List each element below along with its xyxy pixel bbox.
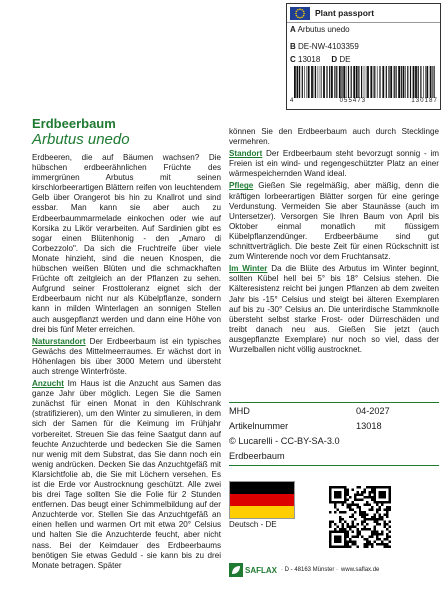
- pflege-heading: Pflege: [229, 181, 254, 191]
- winter-paragraph: [229, 264, 439, 355]
- barcode-digits: [290, 98, 438, 104]
- passport-row-cd: [287, 53, 440, 66]
- pflege-text: Gießen Sie regelmäßig, aber mäßig, denn die kräftigen lorbeerartigen Blätter sorgen für eine geringe Verdunstung. Vermeiden Sie aber Staunässe (auch im Untersetzer). Versorgen Sie Ihren Baum von April bis Oktober einmal monatlich mit flüssigem Kübelpflanzendünger. Erdbeerbäume sind gut schnittverträglich. Die beste Zeit für einen Rückschnitt ist zum Winterende noch vor dem Fruchtansatz.: [229, 181, 439, 262]
- naturstandort-text: Der Erdbeerbaum ist ein typisches Gewächs des Mittelmeerraumes. Er wächst dort in Höhenlagen bis über 3000 Metern und übersteht auch strenge Winterfröste.: [32, 336, 221, 376]
- footer: [229, 560, 441, 580]
- barcode-digit-left: 055473: [339, 98, 367, 104]
- germany-flag-icon: [229, 481, 295, 519]
- anzucht-heading: Anzucht: [32, 379, 64, 389]
- naturstandort-paragraph: [32, 337, 221, 377]
- qr-code: [329, 486, 391, 548]
- mhd-label: MHD: [229, 406, 250, 416]
- anzucht-text: Im Haus ist die Anzucht aus Samen das ganze Jahr über möglich. Legen Sie die Samen zunächst für einen Monat in den Kühlschrank (stratifizieren), um den Winter zu simulieren, in dem sich der Samen für die Keimung im Frühjahr vorbereitet. Streuen Sie das feine Saatgut dann auf feuchte Anzuchterde und bedecken Sie die Samen nur wenig mit dem Substrat, das Sie dann noch ein wenig andrücken. Decken Sie das Anzuchtgefäß mit Klarsichtfolie ab, die Sie mit Löchern versehen. Es ist die Erde vor Austrocknung geschützt. Alle zwei bis drei Tage sollten Sie die Folie für 2 Stunden entfernen. Das beugt einer Schimmelbildung auf der Anzuchterde vor. Stellen Sie das Anzuchtgefäß an einen hellen und warmen Ort mit etwa 20° Celsius und halten Sie die Anzuchterde feucht, aber nicht nass. Bei der Keimdauer des Erdbeerbaums benötigen Sie etwas Geduld - sie kann bis zu drei Monate betragen. Später: [32, 379, 221, 570]
- brand-name: SAFLAX: [245, 565, 277, 575]
- barcode-digit-right: 130187: [411, 98, 438, 104]
- article-label: Artikelnummer: [229, 421, 289, 431]
- passport-letter-d: D: [331, 55, 338, 64]
- text-column-left: [32, 153, 221, 573]
- standort-text: Der Erdbeerbaum steht bevorzugt sonnig - im Freien ist ein wind- und regengeschützter Platz an einer wärmespeichernden Wand ideal.: [229, 149, 439, 179]
- mhd-value: 04-2027: [356, 406, 390, 416]
- winter-text: Da die Blüte des Arbutus im Winter beginnt, sollten Kübel hell bei 5° bis 18° Celsius stehen. Die Kälteresistenz reicht bei jungen Pflanzen ab dem zweiten Jahr bis -15° Celsius und steigt bei älteren Exemplaren auf bis zu -30° Celsius an. Die unterirdische Stammknolle übersteht selbst starke Frost- oder Dürreschäden und treibt danach neu aus. Gießen Sie jetzt (auch ausgepflanzte Exemplare) nur noch so viel, dass der Wurzelballen nicht völlig austrocknet.: [229, 264, 439, 354]
- product-name: Erdbeerbaum: [229, 451, 285, 461]
- passport-traceability: 13018: [298, 55, 321, 64]
- language-label: Deutsch - DE: [229, 520, 277, 529]
- text-column-right: [229, 127, 439, 357]
- saflax-leaf-icon: [229, 563, 243, 577]
- winter-heading: Im Winter: [229, 264, 268, 274]
- passport-letter-a: A: [290, 25, 296, 34]
- anzucht-paragraph: [32, 379, 221, 571]
- standort-heading: Standort: [229, 149, 263, 159]
- continuation-paragraph: können Sie den Erdbeerbaum auch durch Stecklinge vermehren.: [229, 127, 439, 147]
- saflax-logo: [229, 563, 277, 577]
- naturstandort-heading: Naturstandort: [32, 336, 86, 346]
- passport-botanical-name: Arbutus unedo: [297, 25, 350, 34]
- article-value: 13018: [356, 421, 382, 431]
- standort-paragraph: [229, 149, 439, 179]
- intro-paragraph: Erdbeeren, die auf Bäumen wachsen? Die hübschen erdbeerähnlichen Früchte des immergrünen Arbutus mit seinen kirschlorbeerartigen Blättern reifen von leuchtendem Gelb über Orangerot bis hin zu Knallrot und sind essbar. Man kann sie aber auch zu Erdbeerbaummarmelade einkochen oder wie auf Korsika zu Likör verarbeiten. Auf Sardinien gibt es sogar einen Blütenhonig - den „Amaro di Corbezzolo". Da sich die Fruchtreife über viele Monate hinzieht, sind die neuen Knospen, die hübschen weißen Blüten und die schmackhaften Früchte oft zeitgleich an der Pflanzen zu sehen. Aufgrund seiner Frosttoleranz eignet sich der Erdbeerbaum nicht nur als Kübelpflanze, sondern kann in milden Winterlagen an sonnigen Stellen auch ausgepflanzt werden und dann eine Höhe von drei bis fünf Meter erreichen.: [32, 153, 221, 334]
- pflege-paragraph: [229, 181, 439, 262]
- info-divider-bottom: [229, 465, 439, 466]
- barcode: [290, 66, 438, 98]
- passport-letter-c: C: [290, 55, 296, 64]
- botanical-name: Arbutus unedo: [32, 131, 130, 148]
- passport-title: Plant passport: [315, 8, 375, 18]
- passport-row-a: [287, 23, 440, 36]
- eu-flag-icon: [290, 7, 310, 20]
- barcode-digit-prefix: 4: [290, 98, 295, 104]
- passport-country: DE: [339, 55, 351, 64]
- footer-address: · D - 48163 Münster ·: [281, 567, 339, 573]
- info-divider: [229, 402, 439, 403]
- page-title: Erdbeerbaum: [32, 116, 116, 131]
- passport-letter-b: B: [290, 42, 296, 51]
- copyright-text: © Lucarelli - CC-BY-SA-3.0: [229, 436, 340, 446]
- passport-header: [287, 4, 440, 23]
- passport-registration: DE-NW-4103359: [298, 42, 359, 51]
- plant-passport: [286, 3, 441, 110]
- footer-website[interactable]: www.saflax.de: [341, 567, 380, 573]
- passport-row-b: [287, 40, 440, 53]
